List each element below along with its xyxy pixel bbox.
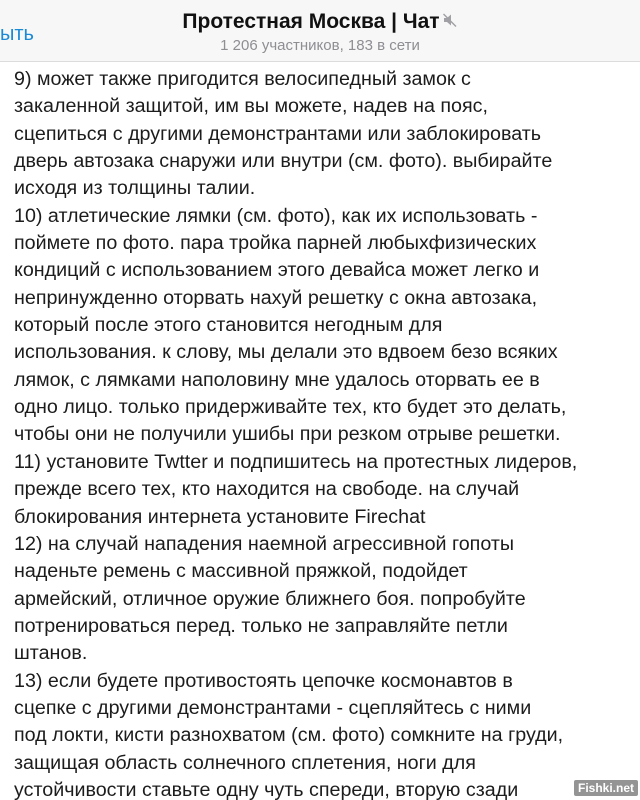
message-line: устойчивости ставьте одну чуть спереди, вторую сзади bbox=[14, 778, 519, 800]
message-line: закаленной защитой, им вы можете, надев на пояс, bbox=[14, 95, 488, 118]
message-line: под локти, кисти разнохватом (см. фото) сомкните на груди, bbox=[14, 724, 564, 747]
message-line: сцепиться с другими демонстрантами или заблокировать bbox=[14, 122, 541, 145]
watermark: Fishki.net bbox=[574, 780, 638, 796]
message-line: 11) установите Twtter и подпишитесь на протестных лидеров, bbox=[14, 450, 578, 473]
message-line: 13) если будете противостоять цепочке космонавтов в bbox=[14, 669, 513, 692]
message-line: дверь автозака снаружи или внутри (см. фото). выбирайте bbox=[14, 150, 553, 173]
message-line: лямок, с лямками наполовину мне удалось оторвать ее в bbox=[14, 368, 540, 391]
message-line: чтобы они не получили ушибы при резком отрыве решетки. bbox=[14, 423, 561, 446]
message-line: сцепке с другими демонстрантами - сцепляйтесь с ними bbox=[14, 696, 532, 719]
chat-header bbox=[0, 0, 640, 62]
message-line: исходя из толщины талии. bbox=[14, 177, 256, 200]
message-line: защищая область солнечного сплетения, ноги для bbox=[14, 751, 476, 774]
message-line: поймете по фото. пара тройка парней любыхфизических bbox=[14, 232, 537, 255]
chat-title-row[interactable] bbox=[0, 9, 640, 35]
chat-title: Протестная Москва | Чат bbox=[182, 10, 440, 33]
message-line: 12) на случай нападения наемной агрессивной гопоты bbox=[14, 532, 515, 555]
message-line: одно лицо. только придерживайте тех, кто будет это делать, bbox=[14, 396, 567, 419]
message-line: непринужденно оторвать нахуй решетку с окна автозака, bbox=[14, 286, 538, 309]
message-text bbox=[14, 66, 626, 800]
message-line: кондиций с использованием этого девайса может легко и bbox=[14, 259, 540, 282]
message-line: блокирования интернета установите Firechat bbox=[14, 505, 426, 528]
message-line: потренироваться перед. только не заправляйте петли bbox=[14, 614, 508, 637]
message-line: прежде всего тех, кто находится на свободе. на случай bbox=[14, 478, 520, 501]
message-line: 10) атлетические лямки (см. фото), как их использовать - bbox=[14, 204, 538, 227]
message-line: наденьте ремень с массивной пряжкой, подойдет bbox=[14, 560, 468, 583]
message-line: штанов. bbox=[14, 642, 88, 665]
message-line: 9) может также пригодится велосипедный замок с bbox=[14, 68, 471, 90]
muted-speaker-icon bbox=[442, 12, 458, 28]
message-line: армейский, отличное оружие ближнего боя. попробуйте bbox=[14, 587, 526, 610]
chat-member-count: 1 206 участников, 183 в сети bbox=[220, 37, 420, 54]
message-line: который после этого становится негодным для bbox=[14, 314, 443, 337]
message-line: использования. к слову, мы делали это вдвоем безо всяких bbox=[14, 341, 558, 364]
back-button[interactable]: ыть bbox=[0, 23, 34, 45]
